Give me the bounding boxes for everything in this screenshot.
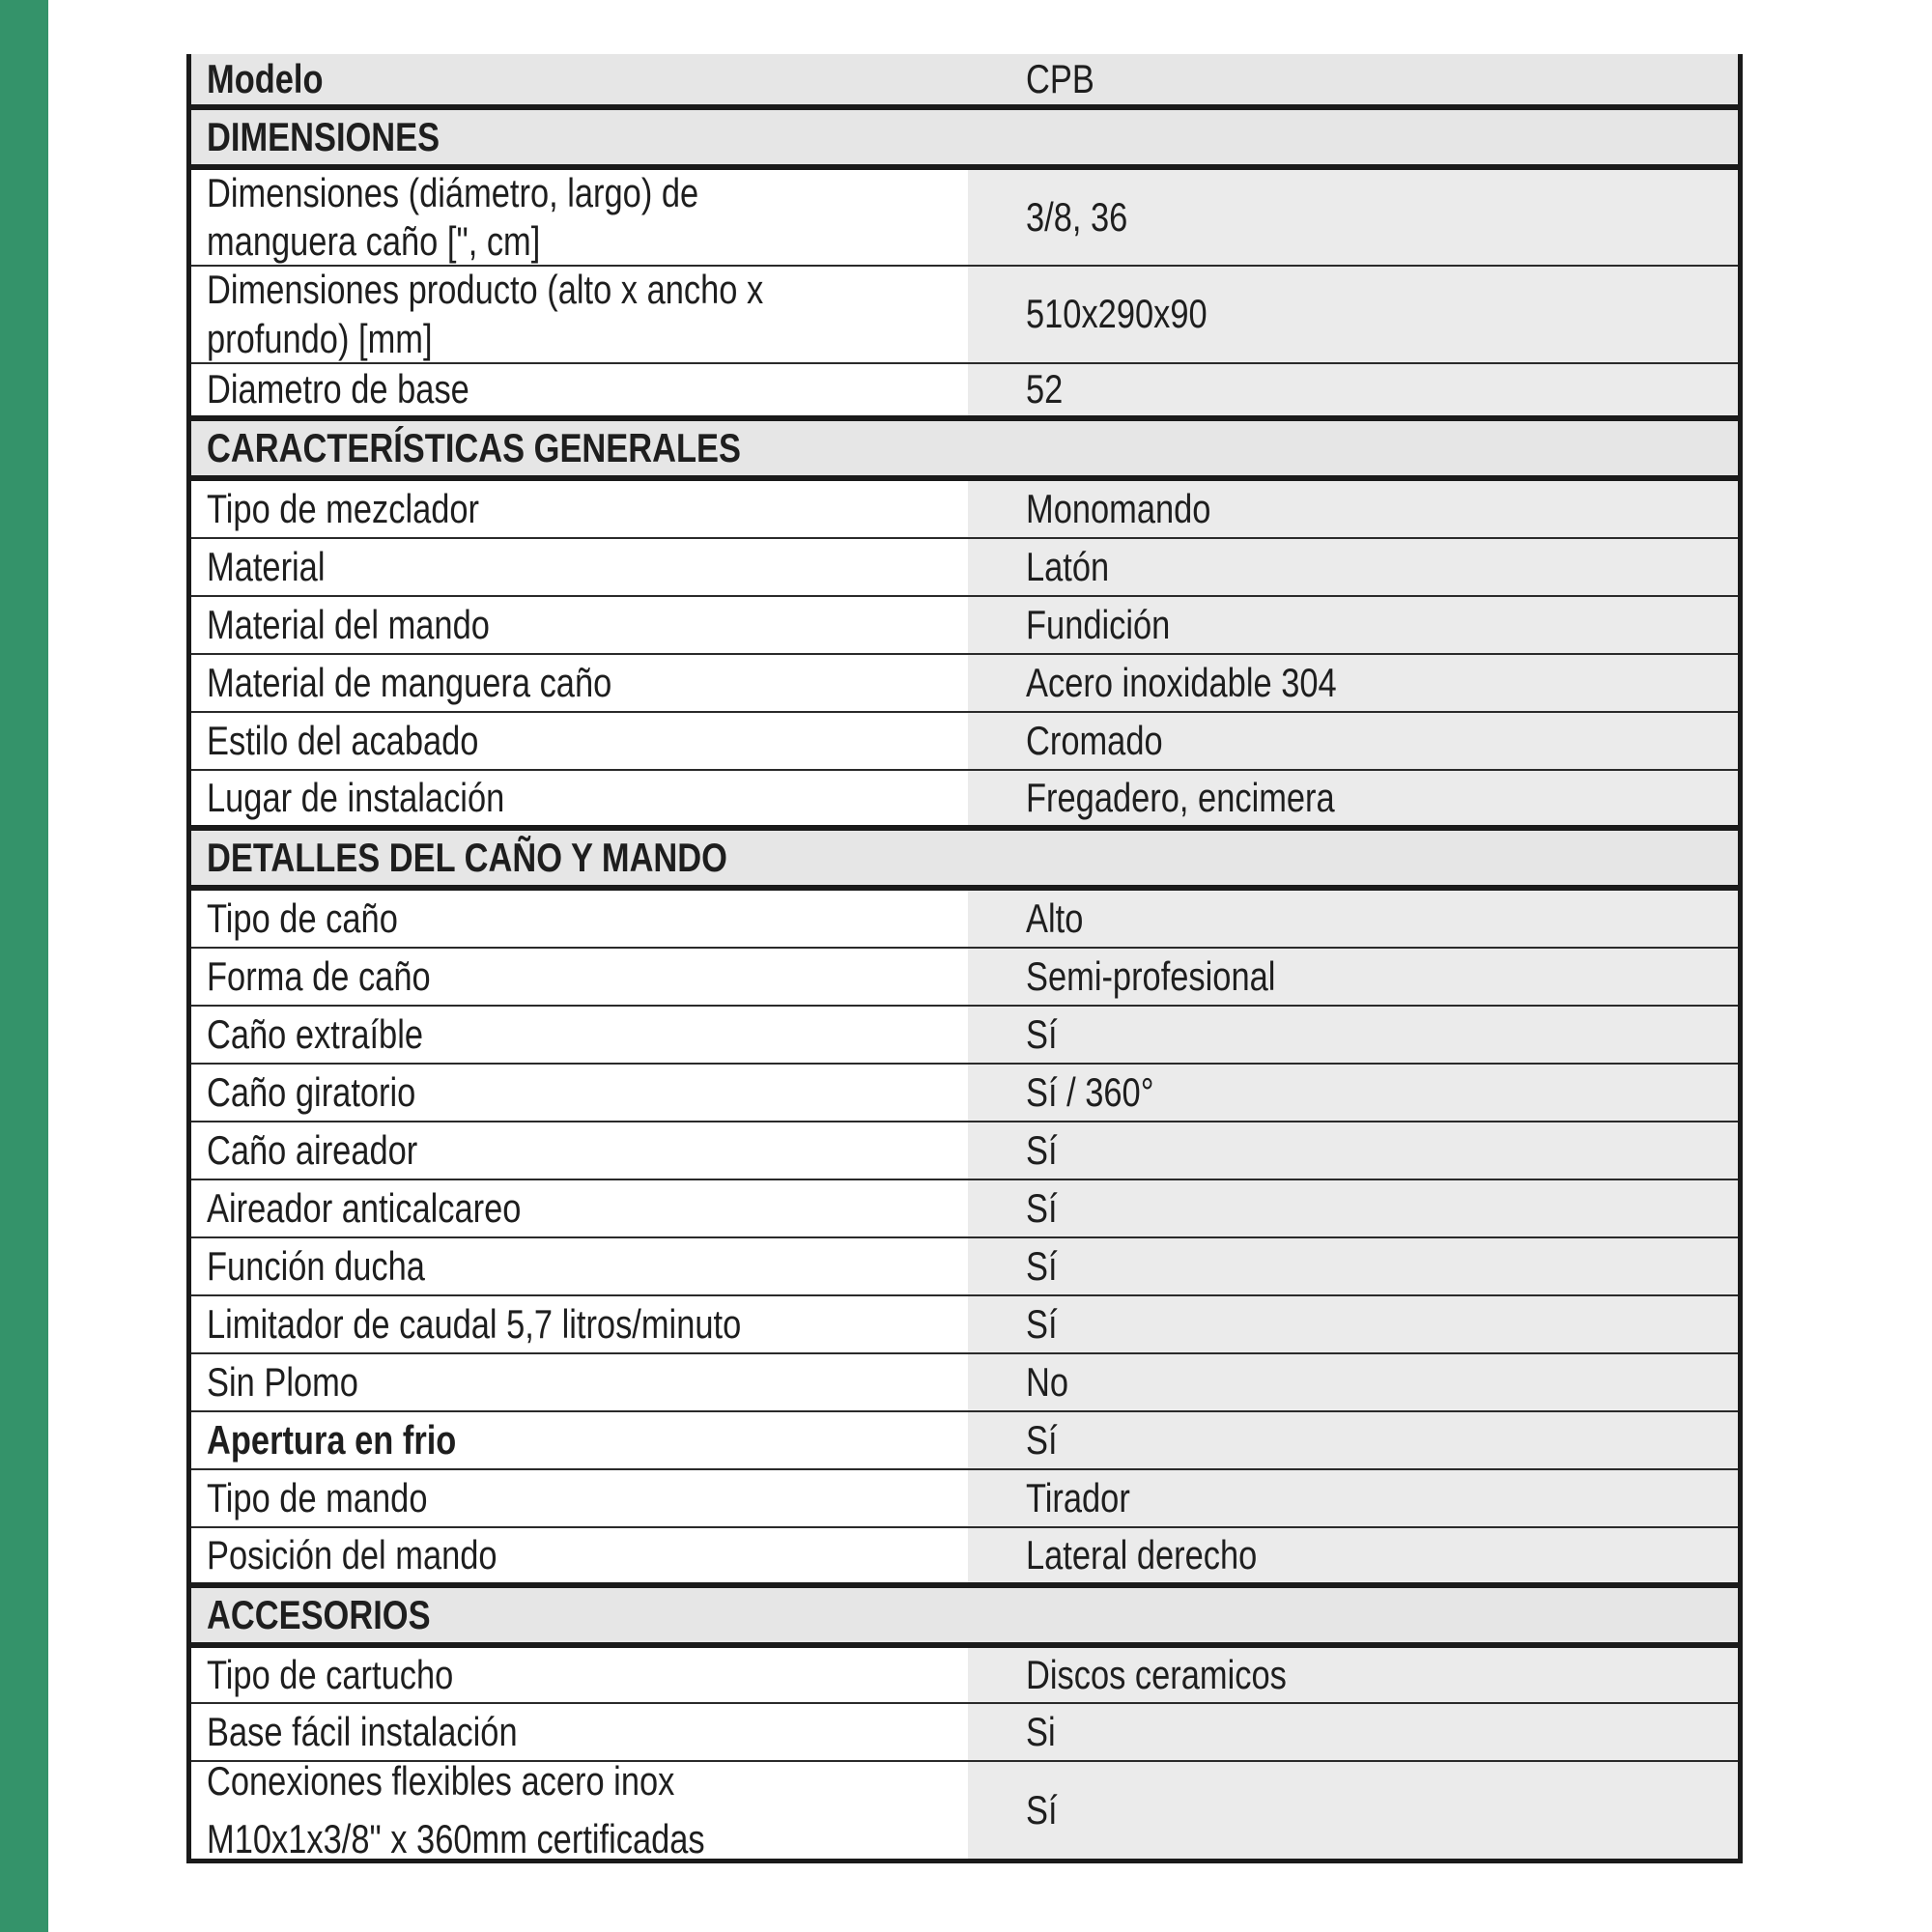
- row-value: Si: [968, 1704, 1738, 1760]
- section-title: DETALLES DEL CAÑO Y MANDO: [191, 831, 1738, 885]
- row-label: Diametro de base: [191, 364, 968, 415]
- row-value: Sí: [968, 1412, 1738, 1468]
- section-header: [191, 421, 1738, 481]
- row-value: No: [968, 1354, 1738, 1410]
- table-row: [191, 364, 1738, 421]
- model-value: CPB: [968, 54, 1738, 104]
- row-label: Tipo de cartucho: [191, 1648, 968, 1702]
- row-label: Caño aireador: [191, 1122, 968, 1179]
- row-label: Tipo de mezclador: [191, 481, 968, 537]
- row-label: Material del mando: [191, 597, 968, 653]
- section-title: DIMENSIONES: [191, 110, 1738, 164]
- model-row: [191, 54, 1738, 110]
- table-row: [191, 1758, 1738, 1861]
- table-row: [191, 267, 1738, 364]
- row-value: Sí: [968, 1007, 1738, 1063]
- row-value: Sí / 360°: [968, 1065, 1738, 1121]
- row-label: Caño extraíble: [191, 1007, 968, 1063]
- table-row: [191, 1528, 1738, 1588]
- row-label: Sin Plomo: [191, 1354, 968, 1410]
- table-row: [191, 1354, 1738, 1412]
- section-title: ACCESORIOS: [191, 1588, 1738, 1642]
- row-value: Lateral derecho: [968, 1528, 1738, 1582]
- row-label: Base fácil instalación: [191, 1704, 968, 1760]
- row-label: Tipo de caño: [191, 891, 968, 947]
- row-label: Caño giratorio: [191, 1065, 968, 1121]
- row-label: Lugar de instalación: [191, 771, 968, 825]
- row-label: Apertura en frio: [191, 1412, 968, 1468]
- row-label: Material de manguera caño: [191, 655, 968, 711]
- table-row: [191, 949, 1738, 1007]
- row-label: Material: [191, 539, 968, 595]
- row-value: Monomando: [968, 481, 1738, 537]
- section-header: [191, 1588, 1738, 1648]
- row-label: Aireador anticalcareo: [191, 1180, 968, 1236]
- section-header: [191, 831, 1738, 891]
- row-label: Dimensiones producto (alto x ancho x profundo) [mm]: [191, 267, 968, 362]
- row-value: Sí: [968, 1296, 1738, 1352]
- row-value: Sí: [968, 1238, 1738, 1294]
- row-value: 3/8, 36: [968, 170, 1738, 265]
- table-row: [191, 891, 1738, 949]
- table-row: [191, 1122, 1738, 1180]
- row-value: Discos ceramicos: [968, 1648, 1738, 1702]
- row-label: Conexiones flexibles acero inox M10x1x3/8" x 360mm certificadas: [191, 1762, 968, 1859]
- row-label: Estilo del acabado: [191, 713, 968, 769]
- row-label: Forma de caño: [191, 949, 968, 1005]
- table-row: [191, 1238, 1738, 1296]
- row-value: Fregadero, encimera: [968, 771, 1738, 825]
- table-row: [191, 1648, 1738, 1704]
- table-row: [191, 771, 1738, 831]
- row-value: Sí: [968, 1762, 1738, 1859]
- table-row: [191, 481, 1738, 539]
- table-row: [191, 539, 1738, 597]
- row-value: Semi-profesional: [968, 949, 1738, 1005]
- table-row: [191, 1007, 1738, 1065]
- table-row: [191, 1065, 1738, 1122]
- row-value: 510x290x90: [968, 267, 1738, 362]
- row-label: Limitador de caudal 5,7 litros/minuto: [191, 1296, 968, 1352]
- table-row: [191, 655, 1738, 713]
- row-value: Acero inoxidable 304: [968, 655, 1738, 711]
- section-header: [191, 110, 1738, 170]
- spec-table: [186, 54, 1743, 1863]
- table-row: [191, 1180, 1738, 1238]
- row-value: Cromado: [968, 713, 1738, 769]
- row-value: Latón: [968, 539, 1738, 595]
- table-row: [191, 597, 1738, 655]
- green-side-bar: [0, 0, 48, 1932]
- row-value: Alto: [968, 891, 1738, 947]
- row-label: Función ducha: [191, 1238, 968, 1294]
- row-value: 52: [968, 364, 1738, 415]
- table-row: [191, 1412, 1738, 1470]
- section-title: CARACTERÍSTICAS GENERALES: [191, 421, 1738, 475]
- model-label: Modelo: [191, 54, 968, 104]
- row-value: Sí: [968, 1122, 1738, 1179]
- table-row: [191, 713, 1738, 771]
- row-label: Dimensiones (diámetro, largo) de manguera caño [", cm]: [191, 170, 968, 265]
- row-value: Tirador: [968, 1470, 1738, 1526]
- table-row: [191, 170, 1738, 267]
- table-row: [191, 1296, 1738, 1354]
- table-row: [191, 1470, 1738, 1528]
- row-value: Sí: [968, 1180, 1738, 1236]
- row-value: Fundición: [968, 597, 1738, 653]
- row-label: Tipo de mando: [191, 1470, 968, 1526]
- row-label: Posición del mando: [191, 1528, 968, 1582]
